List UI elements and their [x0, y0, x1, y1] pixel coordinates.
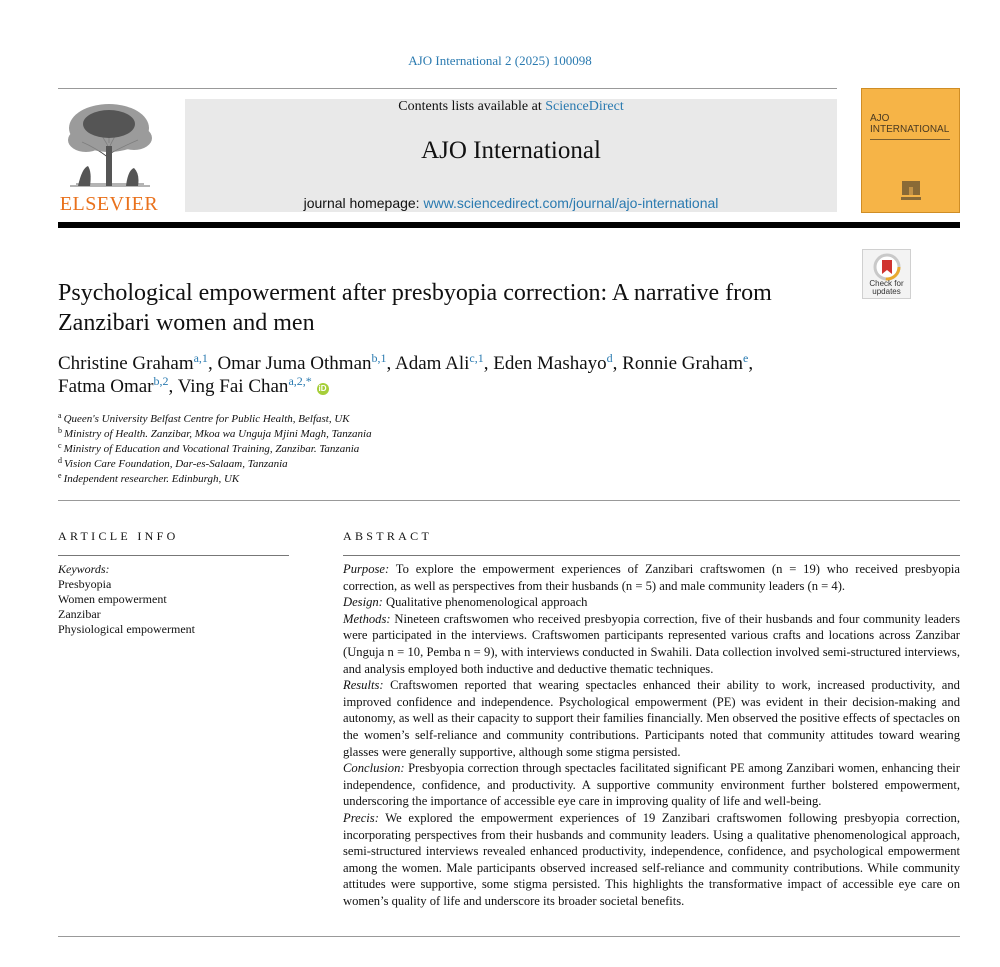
abstract-label: Methods: — [343, 611, 391, 626]
keyword-item[interactable]: Presbyopia — [58, 577, 112, 591]
affiliation-key: c — [58, 441, 62, 450]
header-thick-rule — [58, 222, 960, 228]
abstract-text: Craftswomen reported that wearing spectacles enhanced their ability to work, increased productivity, and improved confidence and independence. Psychological empowerment (PE) was evident in their decision-making and autonomy, as well as their capacity to support their families financially. Men observed the positive effects of spectacles on the women’s self-reliance and community contributions. Participants noted that community attitudes toward wearing glasses were generally supportive, although some stigma persisted. — [343, 678, 960, 759]
journal-citation-link[interactable]: AJO International 2 (2025) 100098 — [408, 53, 592, 68]
abstract-section-results — [343, 677, 960, 760]
author-affiliation-marker[interactable]: b,2 — [153, 374, 169, 388]
abstract-text: We explored the empowerment experiences of 19 Zanzibari craftswomen following presbyopia correction, incorporating perspectives from their husbands and community leaders. Using a qualitative phenomenological approach, semi-structured interviews revealed enhanced productivity, independence, confidence, and psychological empowerment among the women. Male participants observed increased self-reliance and community contributions. While community attitudes were supportive, some stigma persisted. This highlights the transformative impact of accessible eye care on women’s quality of life and underscore its broader societal benefits. — [343, 810, 960, 908]
abstract-label: Results: — [343, 678, 384, 693]
abstract-label: Purpose: — [343, 562, 390, 576]
elsevier-tree-icon — [56, 98, 162, 190]
abstract-section-design — [343, 594, 960, 611]
author-name[interactable]: Adam Ali — [394, 353, 470, 374]
article-info-rule — [58, 555, 289, 556]
cover-rule — [870, 139, 950, 140]
affiliation-text: Ministry of Health. Zanzibar, Mkoa wa Unguja Mjini Magh, Tanzania — [64, 428, 372, 440]
author-affiliation-marker[interactable]: e — [743, 351, 749, 365]
affiliation-item — [58, 412, 758, 427]
check-updates-icon — [872, 252, 902, 282]
affiliation-item — [58, 442, 758, 457]
affiliation-item — [58, 457, 758, 472]
author-name[interactable]: Ving Fai Chan — [177, 376, 289, 397]
abstract-heading: ABSTRACT — [343, 529, 433, 543]
cover-title — [870, 113, 949, 135]
author-affiliation-marker[interactable]: b,1 — [371, 351, 387, 365]
author-name[interactable]: Eden Mashayo — [493, 353, 607, 374]
keyword-item[interactable]: Women empowerment — [58, 592, 167, 606]
abstract-label: Precis: — [343, 810, 379, 825]
author-affiliation-marker[interactable]: a,1 — [193, 351, 208, 365]
section-divider — [58, 500, 960, 501]
check-updates-line1: Check for — [869, 279, 904, 288]
abstract-section-methods — [343, 611, 960, 677]
author-name[interactable]: Omar Juma Othman — [217, 353, 372, 374]
keyword-item[interactable]: Physiological empowerment — [58, 622, 195, 636]
check-for-updates-button[interactable] — [862, 249, 911, 299]
elsevier-logo[interactable] — [56, 98, 162, 216]
abstract-label: Conclusion: — [343, 761, 405, 776]
contents-prefix: Contents lists available at — [398, 99, 546, 114]
abstract-section-purpose — [343, 561, 960, 594]
elsevier-wordmark: ELSEVIER — [59, 193, 159, 215]
paper-title: Psychological empowerment after presbyopia correction: A narrative from Zanzibari women and men — [58, 280, 772, 336]
author-list: Christine Graham$^{a,1}$, Omar Juma Othman$^{b,1}$, Adam Ali$^{c,1}$, Eden Mashayo$^d$, Ronnie Graham$^e$, Fatma Omar$^{b,2}$, Ving Fai Chan$^{a,2,*}$ iD — [58, 351, 754, 397]
check-updates-label — [863, 280, 910, 296]
abstract-label: Design: — [343, 595, 383, 610]
check-updates-line2: updates — [872, 287, 901, 296]
abstract-text: To explore the empowerment experiences of Zanzibari craftswomen (n = 19) who received presbyopia correction, as well as perspectives from their husbands (n = 5) and male community leaders (n = 4). — [343, 562, 960, 593]
author-affiliation-marker[interactable]: c,1 — [469, 351, 484, 365]
author-name[interactable]: Fatma Omar — [58, 376, 154, 397]
header-top-rule — [58, 88, 837, 89]
contents-line — [185, 99, 837, 115]
author-name[interactable]: Christine Graham — [58, 353, 194, 374]
homepage-prefix: journal homepage: — [303, 195, 424, 211]
keywords-block — [58, 562, 298, 637]
orcid-icon[interactable]: iD — [318, 384, 327, 393]
abstract-section-conclusion — [343, 760, 960, 810]
affiliation-item — [58, 427, 758, 442]
journal-cover-thumbnail[interactable] — [861, 88, 960, 213]
abstract-text: Presbyopia correction through spectacles facilitated significant PE among Zanzibari women, enhancing their independence, confidence, and productivity. A supportive community environment further bolstered empowerment, underscoring the importance of accessible eye care in improving quality of life and well-being. — [343, 761, 960, 809]
author-affiliation-marker[interactable]: d — [606, 351, 613, 365]
abstract-rule — [343, 555, 960, 556]
journal-homepage-line — [185, 195, 837, 211]
affiliation-key: b — [58, 426, 62, 435]
article-info-heading: ARTICLE INFO — [58, 529, 179, 543]
keywords-label: Keywords: — [58, 562, 110, 576]
footer-rule — [58, 936, 960, 937]
affiliation-key: e — [58, 471, 62, 480]
affiliation-text: Queen's University Belfast Centre for Public Health, Belfast, UK — [63, 413, 350, 425]
abstract-text: Qualitative phenomenological approach — [386, 595, 588, 610]
affiliation-item — [58, 472, 758, 487]
affiliation-key: d — [58, 456, 62, 465]
cover-title-line1: AJO — [870, 113, 890, 124]
journal-homepage-link[interactable]: www.sciencedirect.com/journal/ajo-international — [423, 195, 719, 211]
keyword-item[interactable]: Zanzibar — [58, 607, 101, 621]
affiliation-text: Vision Care Foundation, Dar-es-Salaam, Tanzania — [64, 458, 288, 470]
affiliation-text: Ministry of Education and Vocational Training, Zanzibar. Tanzania — [63, 443, 360, 455]
cover-title-line2: INTERNATIONAL — [870, 124, 950, 135]
abstract-text: Nineteen craftswomen who received presbyopia correction, five of their husbands and four community leaders were participated in the interviews. Craftswomen participants represented various crafts and locations across Zanzibar (Unguja n = 10, Pemba n = 9), with interviews conducted in Swahili. Data collection involved semi-structured interviews, and analysis employed both inductive and deductive thematic techniques. — [343, 611, 960, 676]
affiliation-key: a — [58, 411, 62, 420]
abstract-body — [343, 561, 960, 909]
affiliation-list — [58, 412, 758, 487]
abstract-section-precis — [343, 810, 960, 910]
affiliation-text: Independent researcher. Edinburgh, UK — [63, 473, 240, 485]
cover-publisher-mark-icon — [900, 179, 922, 201]
sciencedirect-link[interactable]: ScienceDirect — [545, 99, 624, 114]
author-affiliation-marker[interactable]: a,2,* — [288, 374, 312, 388]
journal-title: AJO International — [421, 137, 601, 164]
author-name[interactable]: Ronnie Graham — [622, 353, 743, 374]
